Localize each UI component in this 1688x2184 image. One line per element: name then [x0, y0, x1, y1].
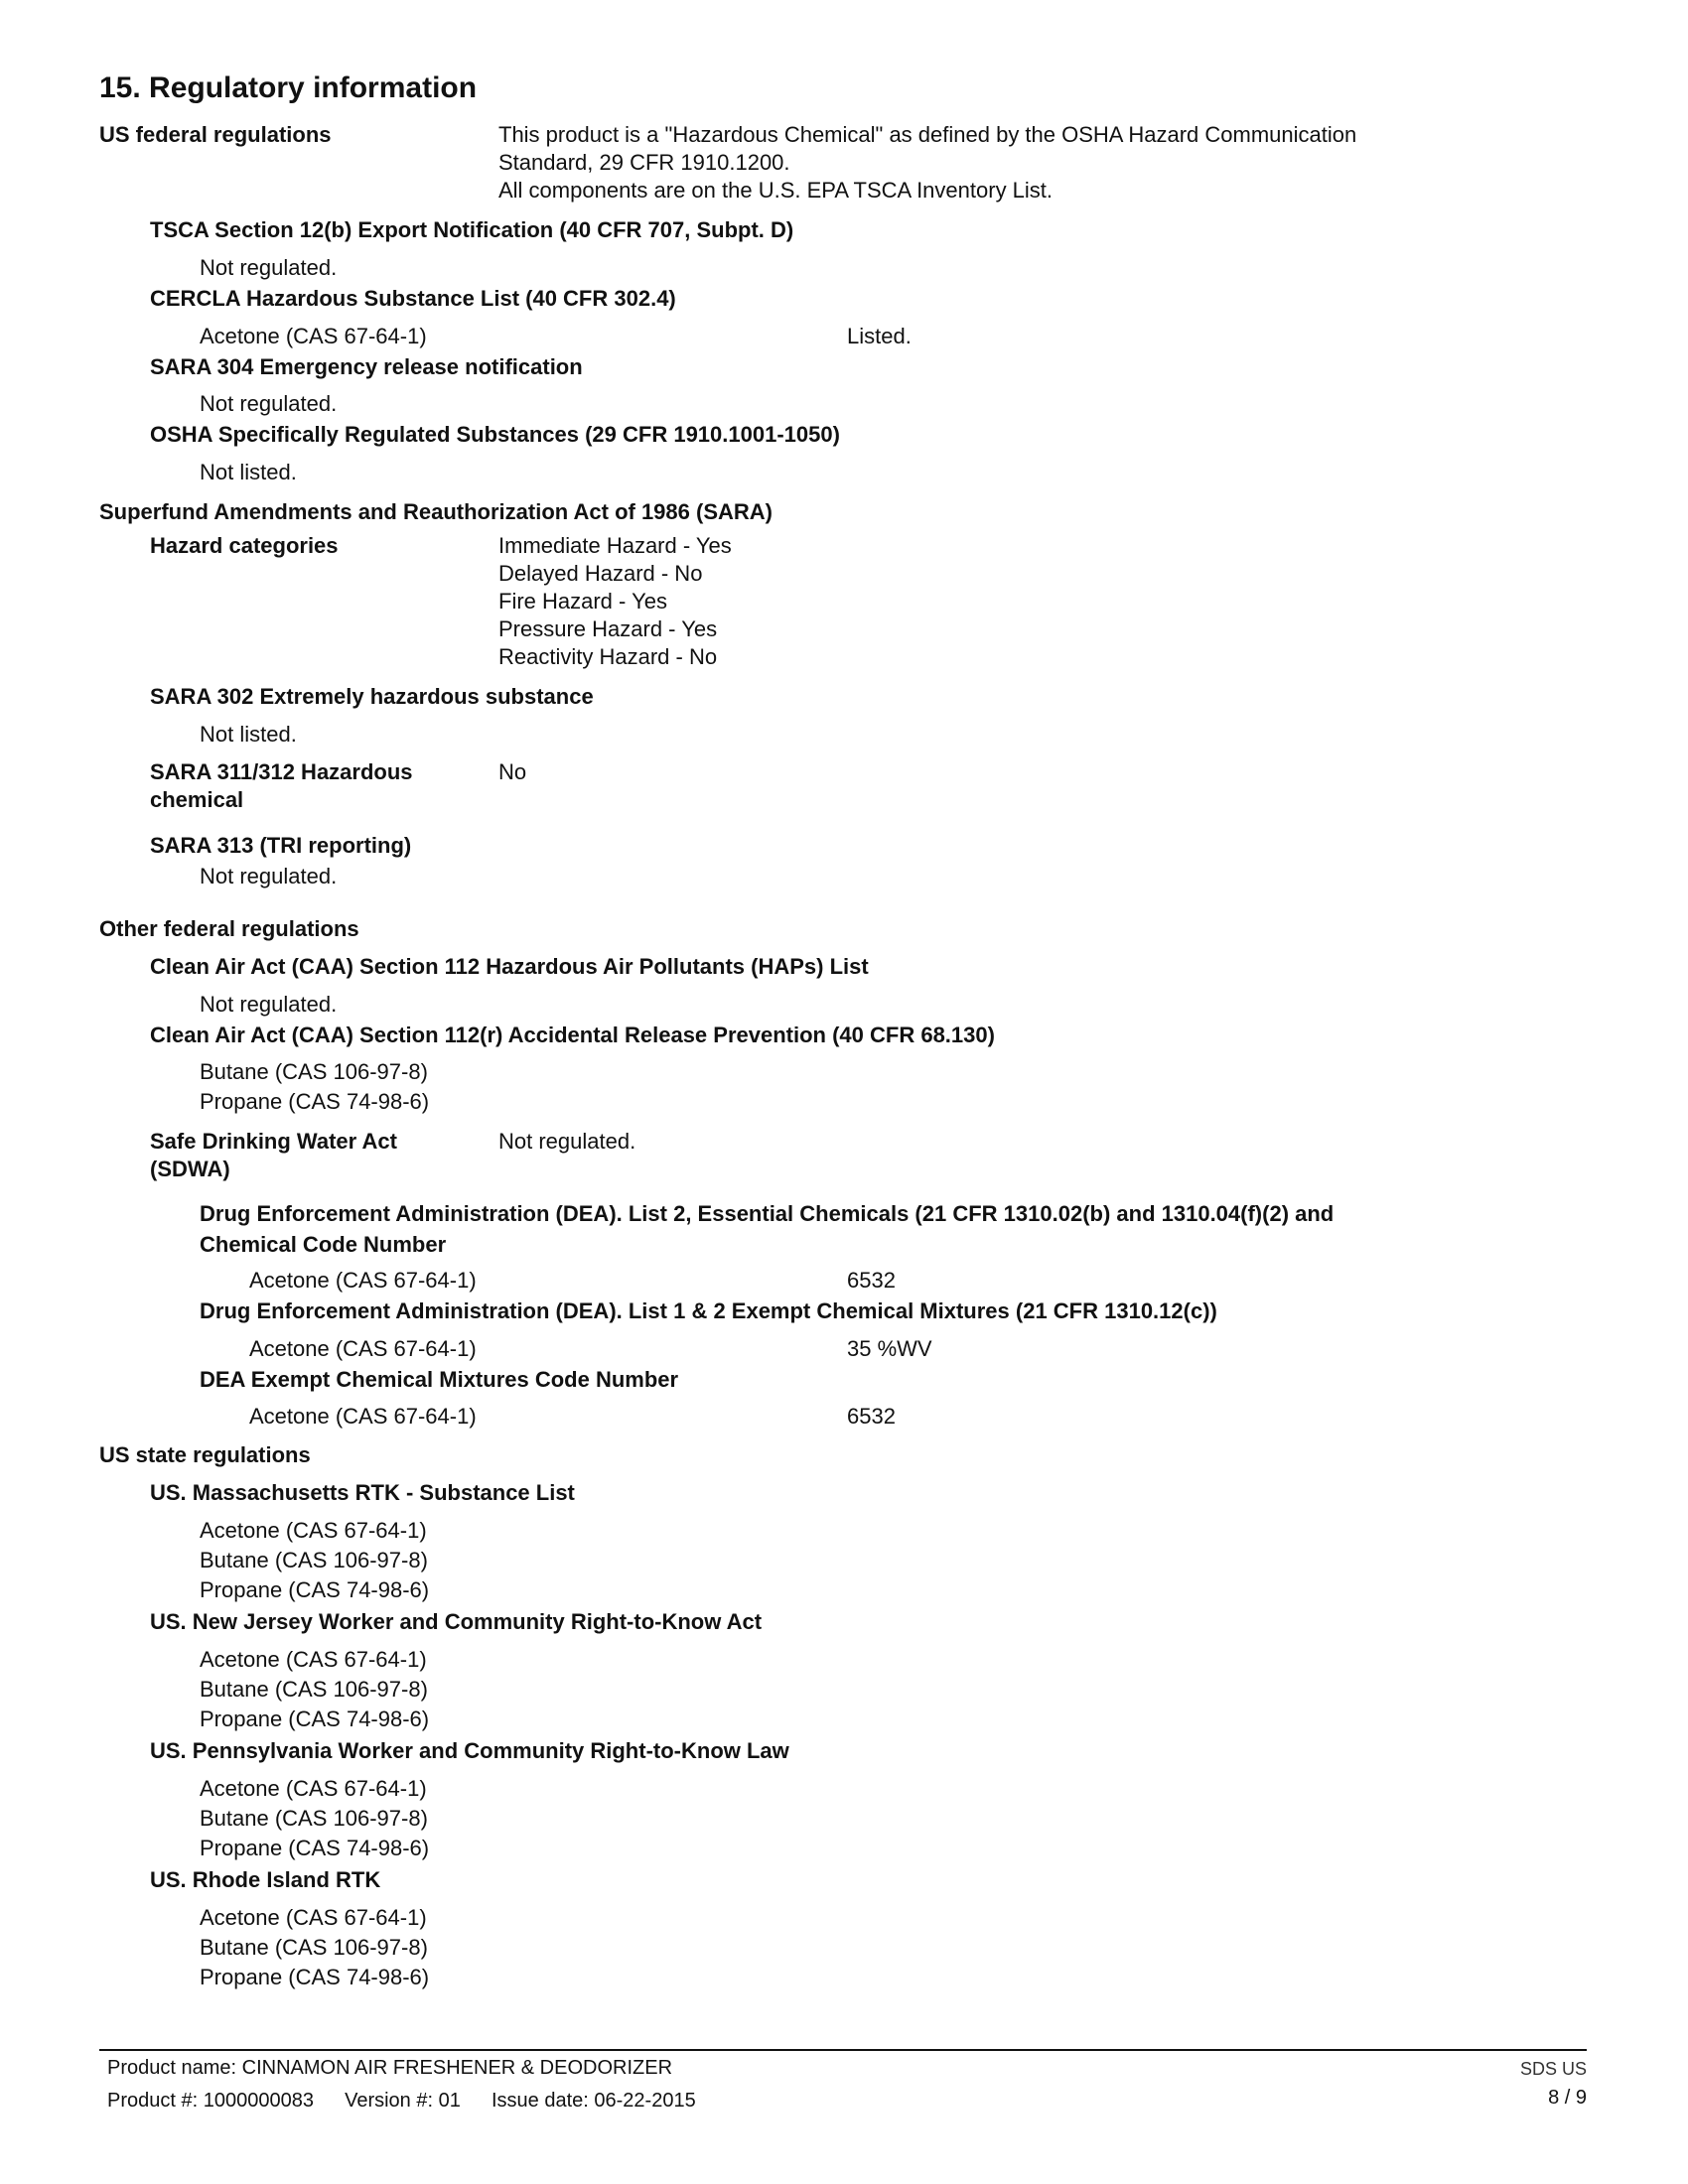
version-label: Version #: — [345, 2090, 434, 2112]
product-name-value: CINNAMON AIR FRESHENER & DEODORIZER — [241, 2057, 673, 2079]
sara311-value: No — [498, 759, 527, 784]
page-number: 8 / 9 — [1548, 2087, 1587, 2109]
issue-date-label: Issue date: — [491, 2090, 589, 2112]
state-list-item: Butane (CAS 106-97-8) — [200, 1677, 428, 1702]
section-title: 15. Regulatory information — [99, 71, 478, 104]
sara313-heading: SARA 313 (TRI reporting) — [150, 833, 412, 858]
state-list-item: Acetone (CAS 67-64-1) — [200, 1647, 427, 1672]
footer-divider — [99, 2049, 1587, 2051]
state-list-item: Propane (CAS 74-98-6) — [200, 1965, 430, 1989]
dea-exempt-heading: Drug Enforcement Administration (DEA). List 1 & 2 Exempt Chemical Mixtures (21 CFR 1310.12(c)) — [200, 1298, 1217, 1323]
dea-code-heading: DEA Exempt Chemical Mixtures Code Number — [200, 1367, 679, 1392]
state-list-item: Butane (CAS 106-97-8) — [200, 1806, 428, 1831]
issue-date-value: 06-22-2015 — [594, 2090, 696, 2112]
caa112r-item: Butane (CAS 106-97-8) — [200, 1059, 428, 1084]
sara311-heading: SARA 311/312 Hazardous chemical — [150, 759, 413, 812]
sara-heading: Superfund Amendments and Reauthorization Act of 1986 (SARA) — [99, 499, 773, 524]
hazard-category: Immediate Hazard - Yes — [498, 533, 732, 558]
sdwa-heading: Safe Drinking Water Act (SDWA) — [150, 1129, 397, 1181]
osha-heading: OSHA Specifically Regulated Substances (29 CFR 1910.1001-1050) — [150, 422, 840, 447]
state-list-item: Acetone (CAS 67-64-1) — [200, 1905, 427, 1930]
dea-list2-heading: Drug Enforcement Administration (DEA). List 2, Essential Chemicals (21 CFR 1310.02(b) and 1310.04(f)(2) and Chemical Code Number — [200, 1201, 1335, 1257]
dea-code-substance: Acetone (CAS 67-64-1) — [249, 1404, 477, 1429]
state-list-heading: US. New Jersey Worker and Community Right-to-Know Act — [150, 1609, 763, 1634]
hazard-category: Reactivity Hazard - No — [498, 644, 718, 669]
state-list-heading: US. Massachusetts RTK - Substance List — [150, 1480, 575, 1505]
product-no-label: Product #: — [107, 2090, 199, 2112]
tsca-value: Not regulated. — [200, 255, 338, 280]
product-name-label: Product name: — [107, 2057, 237, 2079]
sdwa-value: Not regulated. — [498, 1129, 636, 1154]
sara302-heading: SARA 302 Extremely hazardous substance — [150, 684, 594, 709]
cercla-status: Listed. — [847, 324, 912, 348]
state-list-item: Butane (CAS 106-97-8) — [200, 1548, 428, 1572]
dea-exempt-value: 35 %WV — [847, 1336, 932, 1361]
footer-product-name — [107, 2055, 672, 2081]
hazard-category: Fire Hazard - Yes — [498, 589, 667, 614]
hazard-category: Pressure Hazard - Yes — [498, 616, 718, 641]
dea-list2-substance: Acetone (CAS 67-64-1) — [249, 1268, 477, 1293]
us-federal-label: US federal regulations — [99, 122, 332, 147]
dea-exempt-substance: Acetone (CAS 67-64-1) — [249, 1336, 477, 1361]
dea-code-value: 6532 — [847, 1404, 896, 1429]
dea-list2-value: 6532 — [847, 1268, 896, 1293]
caa112-heading: Clean Air Act (CAA) Section 112 Hazardous Air Pollutants (HAPs) List — [150, 954, 869, 979]
state-list-item: Propane (CAS 74-98-6) — [200, 1577, 430, 1602]
hazard-category: Delayed Hazard - No — [498, 561, 703, 586]
sara304-heading: SARA 304 Emergency release notification — [150, 354, 583, 379]
caa112r-heading: Clean Air Act (CAA) Section 112(r) Accidental Release Prevention (40 CFR 68.130) — [150, 1023, 995, 1047]
sara302-value: Not listed. — [200, 722, 297, 747]
other-federal-heading: Other federal regulations — [99, 916, 359, 941]
caa112r-item: Propane (CAS 74-98-6) — [200, 1089, 430, 1114]
state-list-item: Propane (CAS 74-98-6) — [200, 1706, 430, 1731]
tsca-heading: TSCA Section 12(b) Export Notification (40 CFR 707, Subpt. D) — [150, 217, 794, 242]
state-list-item: Acetone (CAS 67-64-1) — [200, 1776, 427, 1801]
state-list-heading: US. Rhode Island RTK — [150, 1867, 381, 1892]
footer-product-info — [107, 2088, 696, 2114]
cercla-heading: CERCLA Hazardous Substance List (40 CFR 302.4) — [150, 286, 676, 311]
state-heading: US state regulations — [99, 1442, 311, 1467]
osha-value: Not listed. — [200, 460, 297, 484]
cercla-substance: Acetone (CAS 67-64-1) — [200, 324, 427, 348]
sara304-value: Not regulated. — [200, 391, 338, 416]
caa112-value: Not regulated. — [200, 992, 338, 1017]
state-list-item: Acetone (CAS 67-64-1) — [200, 1518, 427, 1543]
sara313-value: Not regulated. — [200, 864, 338, 888]
doc-type: SDS US — [1519, 2059, 1587, 2079]
product-no-value: 1000000083 — [203, 2090, 314, 2112]
state-list-item: Butane (CAS 106-97-8) — [200, 1935, 428, 1960]
version-value: 01 — [438, 2090, 461, 2112]
us-federal-text: This product is a "Hazardous Chemical" as defined by the OSHA Hazard Communication Standard, 29 CFR 1910.1200. All components are on the U.S. EPA TSCA Inventory List. — [498, 122, 1357, 203]
state-list-heading: US. Pennsylvania Worker and Community Right-to-Know Law — [150, 1738, 789, 1763]
hazard-categories-label: Hazard categories — [150, 533, 339, 558]
state-list-item: Propane (CAS 74-98-6) — [200, 1836, 430, 1860]
